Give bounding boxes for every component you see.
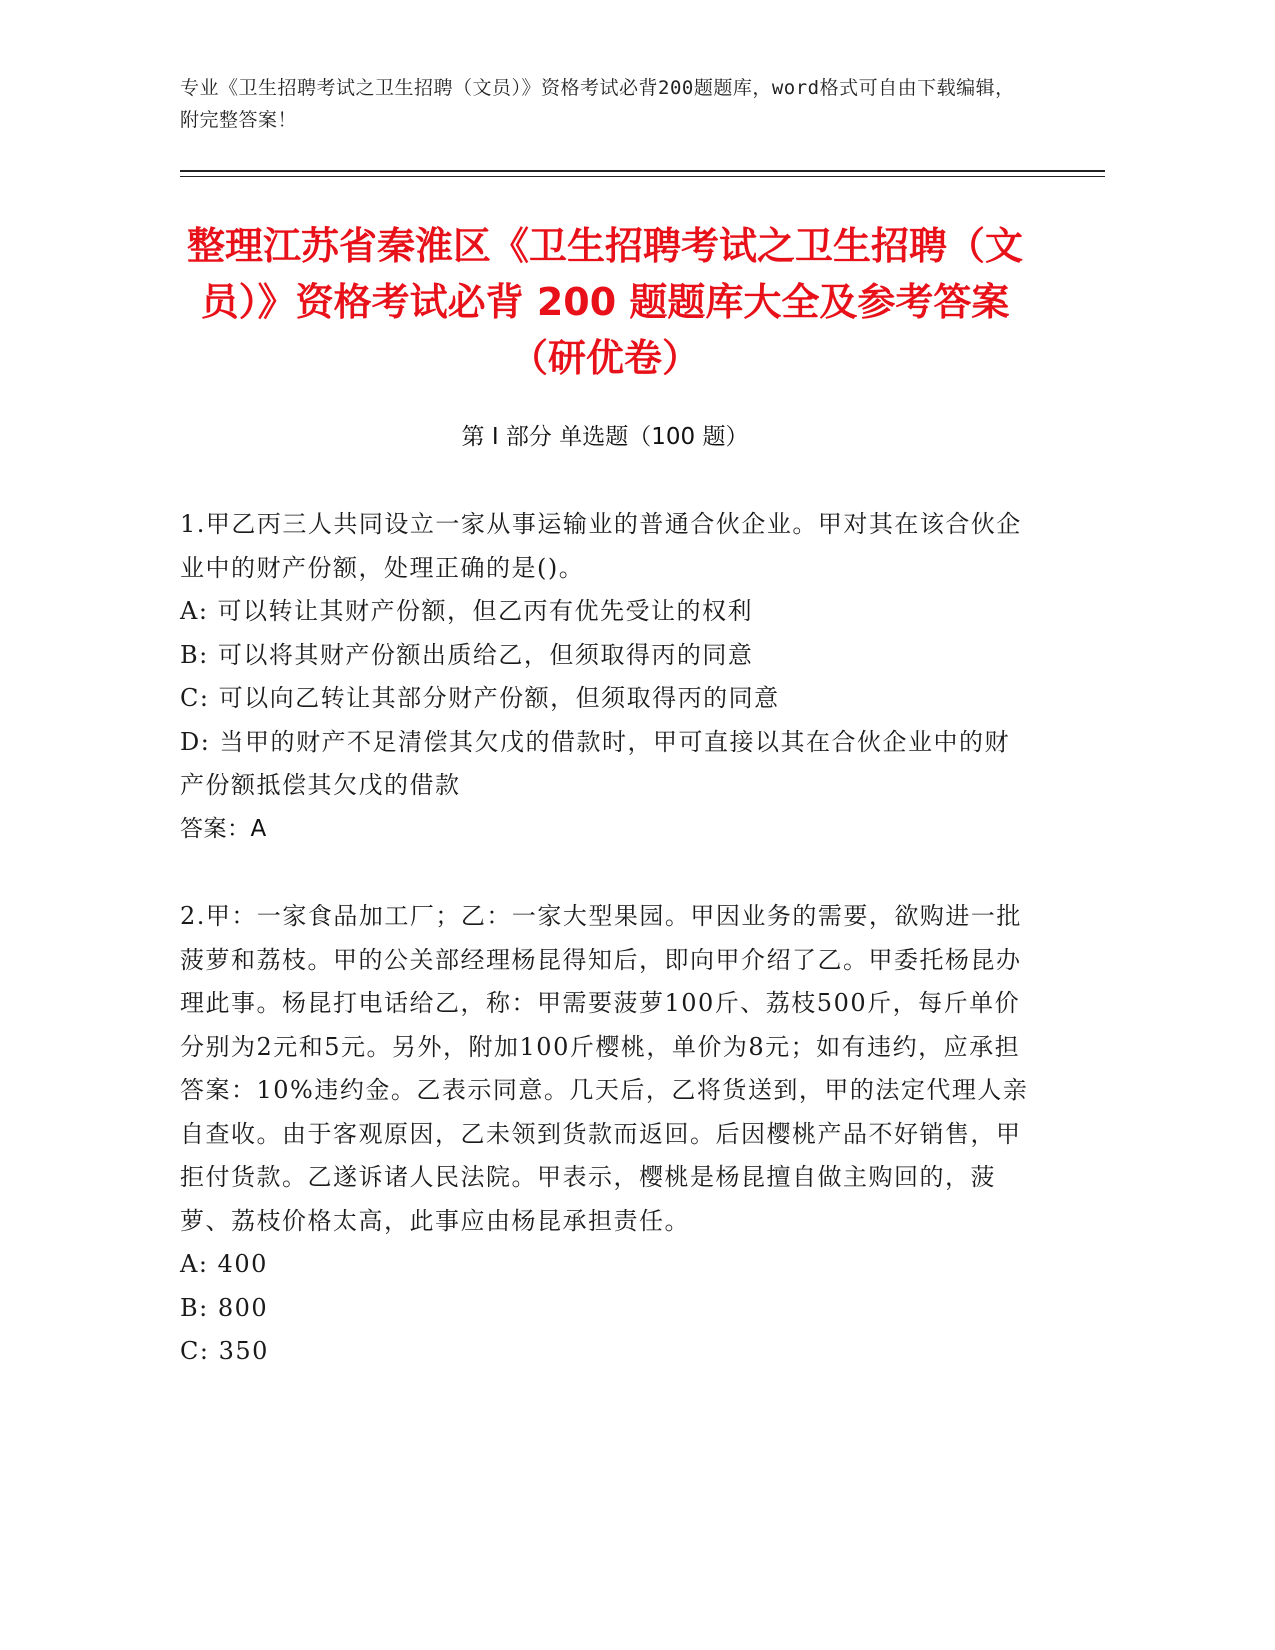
option-b: B: 可以将其财产份额出质给乙，但须取得丙的同意 [180,640,754,669]
answer-line: 答案：A [180,815,267,842]
option-a: A: 400 [180,1250,268,1278]
header-divider-thick [180,170,1105,172]
option-a: A: 可以转让其财产份额，但乙丙有优先受让的权利 [180,597,754,625]
document-title: 整理江苏省秦淮区《卫生招聘考试之卫生招聘（文员）》资格考试必背 200 题题库大全及参考答案（研优卷） [186,224,1023,380]
question-1 [180,503,1030,851]
option-d: D: 当甲的财产不足清偿其欠戊的借款时，甲可直接以其在合伙企业中的财产份额抵偿其欠戊的借款 [180,727,1010,799]
header-divider-thin [180,176,1105,177]
question-2 [180,895,1030,1374]
question-stem: 2.甲：一家食品加工厂；乙：一家大型果园。甲因业务的需要，欲购进一批菠萝和荔枝。甲的公关部经理杨昆得知后，即向甲介绍了乙。甲委托杨昆办理此事。杨昆打电话给乙，称：甲需要菠萝100斤、荔枝500斤，每斤单价分别为2元和5元。另外，附加100斤樱桃，单价为8元；如有违约，应承担答案：10%违约金。乙表示同意。几天后，乙将货送到，甲的法定代理人亲自查收。由于客观原因，乙未领到货款而返回。后因樱桃产品不好销售，甲拒付货款。乙遂诉诸人民法院。甲表示，樱桃是杨昆擅自做主购回的，菠萝、荔枝价格太高，此事应由杨昆承担责任。 [180,902,1029,1235]
option-c: C: 可以向乙转让其部分财产份额，但须取得丙的同意 [180,684,780,712]
header-note: 专业《卫生招聘考试之卫生招聘（文员）》资格考试必背200题题库，word格式可自由下载编辑，附完整答案！ [180,77,1015,131]
section-title: 第 I 部分 单选题（100 题） [461,424,749,450]
question-stem: 1.甲乙丙三人共同设立一家从事运输业的普通合伙企业。甲对其在该合伙企业中的财产份额，处理正确的是()。 [180,510,1022,582]
option-c: C: 350 [180,1337,269,1365]
option-b: B: 800 [180,1293,269,1322]
